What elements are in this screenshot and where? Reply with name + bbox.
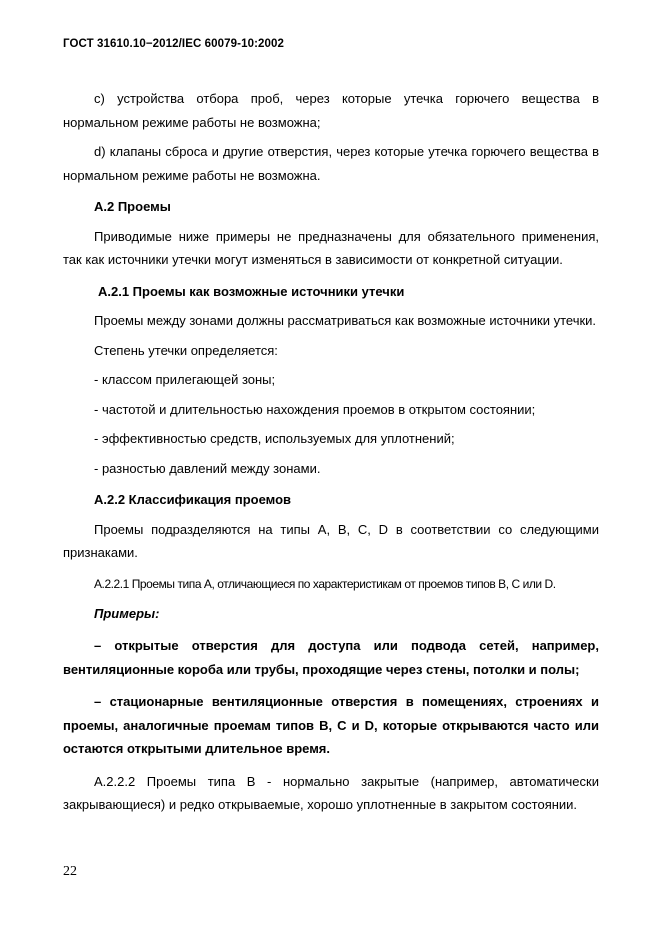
example-1-text: открытые отверстия для доступа или подвода сетей, например, вентиляционные короба или трубы, проходящие через стены, потолки и полы; (63, 638, 599, 677)
list-item-d: d) клапаны сброса и другие отверстия, через которые утечка горючего вещества в нормальном режиме работы не возможна. (63, 144, 599, 183)
section-a22-text: Проемы подразделяются на типы А, В, С, D в соответствии со следующими признаками. (63, 521, 599, 560)
dash-marker: – (94, 638, 102, 653)
section-a21-heading: А.2.1 Проемы как возможные источники утечки (98, 283, 405, 299)
degree-item: - разностью давлений между зонами. (94, 460, 321, 476)
example-item-2 (63, 690, 599, 761)
section-a222-text: А.2.2.2 Проемы типа В - нормально закрытые (например, автоматически закрывающиеся) и редко открываемые, хорошо уплотненные в закрытом состоянии. (63, 773, 599, 812)
section-a22-heading: А.2.2 Классификация проемов (94, 492, 292, 507)
examples-label: Примеры: (94, 605, 160, 621)
dash-marker: – (94, 694, 102, 709)
page-number: 22 (63, 864, 77, 879)
degree-intro: Степень утечки определяется: (94, 342, 278, 358)
document-header: ГОСТ 31610.10−2012/IEC 60079-10:2002 (63, 38, 284, 50)
section-a221-text: А.2.2.1 Проемы типа А, отличающиеся по характеристикам от проемов типов В, С или D. (94, 576, 556, 591)
section-a2-heading: А.2 Проемы (94, 199, 171, 214)
page-content (63, 87, 599, 817)
section-a2-text: Приводимые ниже примеры не предназначены для обязательного применения, так как источники утечки могут изменяться в зависимости от конкретной ситуации. (63, 228, 599, 267)
degree-item: - классом прилегающей зоны; (94, 372, 276, 387)
degree-item: - эффективностью средств, используемых для уплотнений; (94, 431, 455, 446)
degree-item: - частотой и длительностью нахождения проемов в открытом состоянии; (94, 401, 536, 417)
list-item-c: c) устройства отбора проб, через которые утечка горючего вещества в нормальном режиме работы не возможна; (63, 91, 599, 130)
example-item-1 (63, 634, 599, 681)
example-2-text: стационарные вентиляционные отверстия в помещениях, строениях и проемы, аналогичные проемам типов В, С и D, которые открываются часто или остаются открытыми длительное время. (63, 694, 599, 756)
section-a21-text: Проемы между зонами должны рассматриваться как возможные источники утечки. (94, 313, 597, 328)
